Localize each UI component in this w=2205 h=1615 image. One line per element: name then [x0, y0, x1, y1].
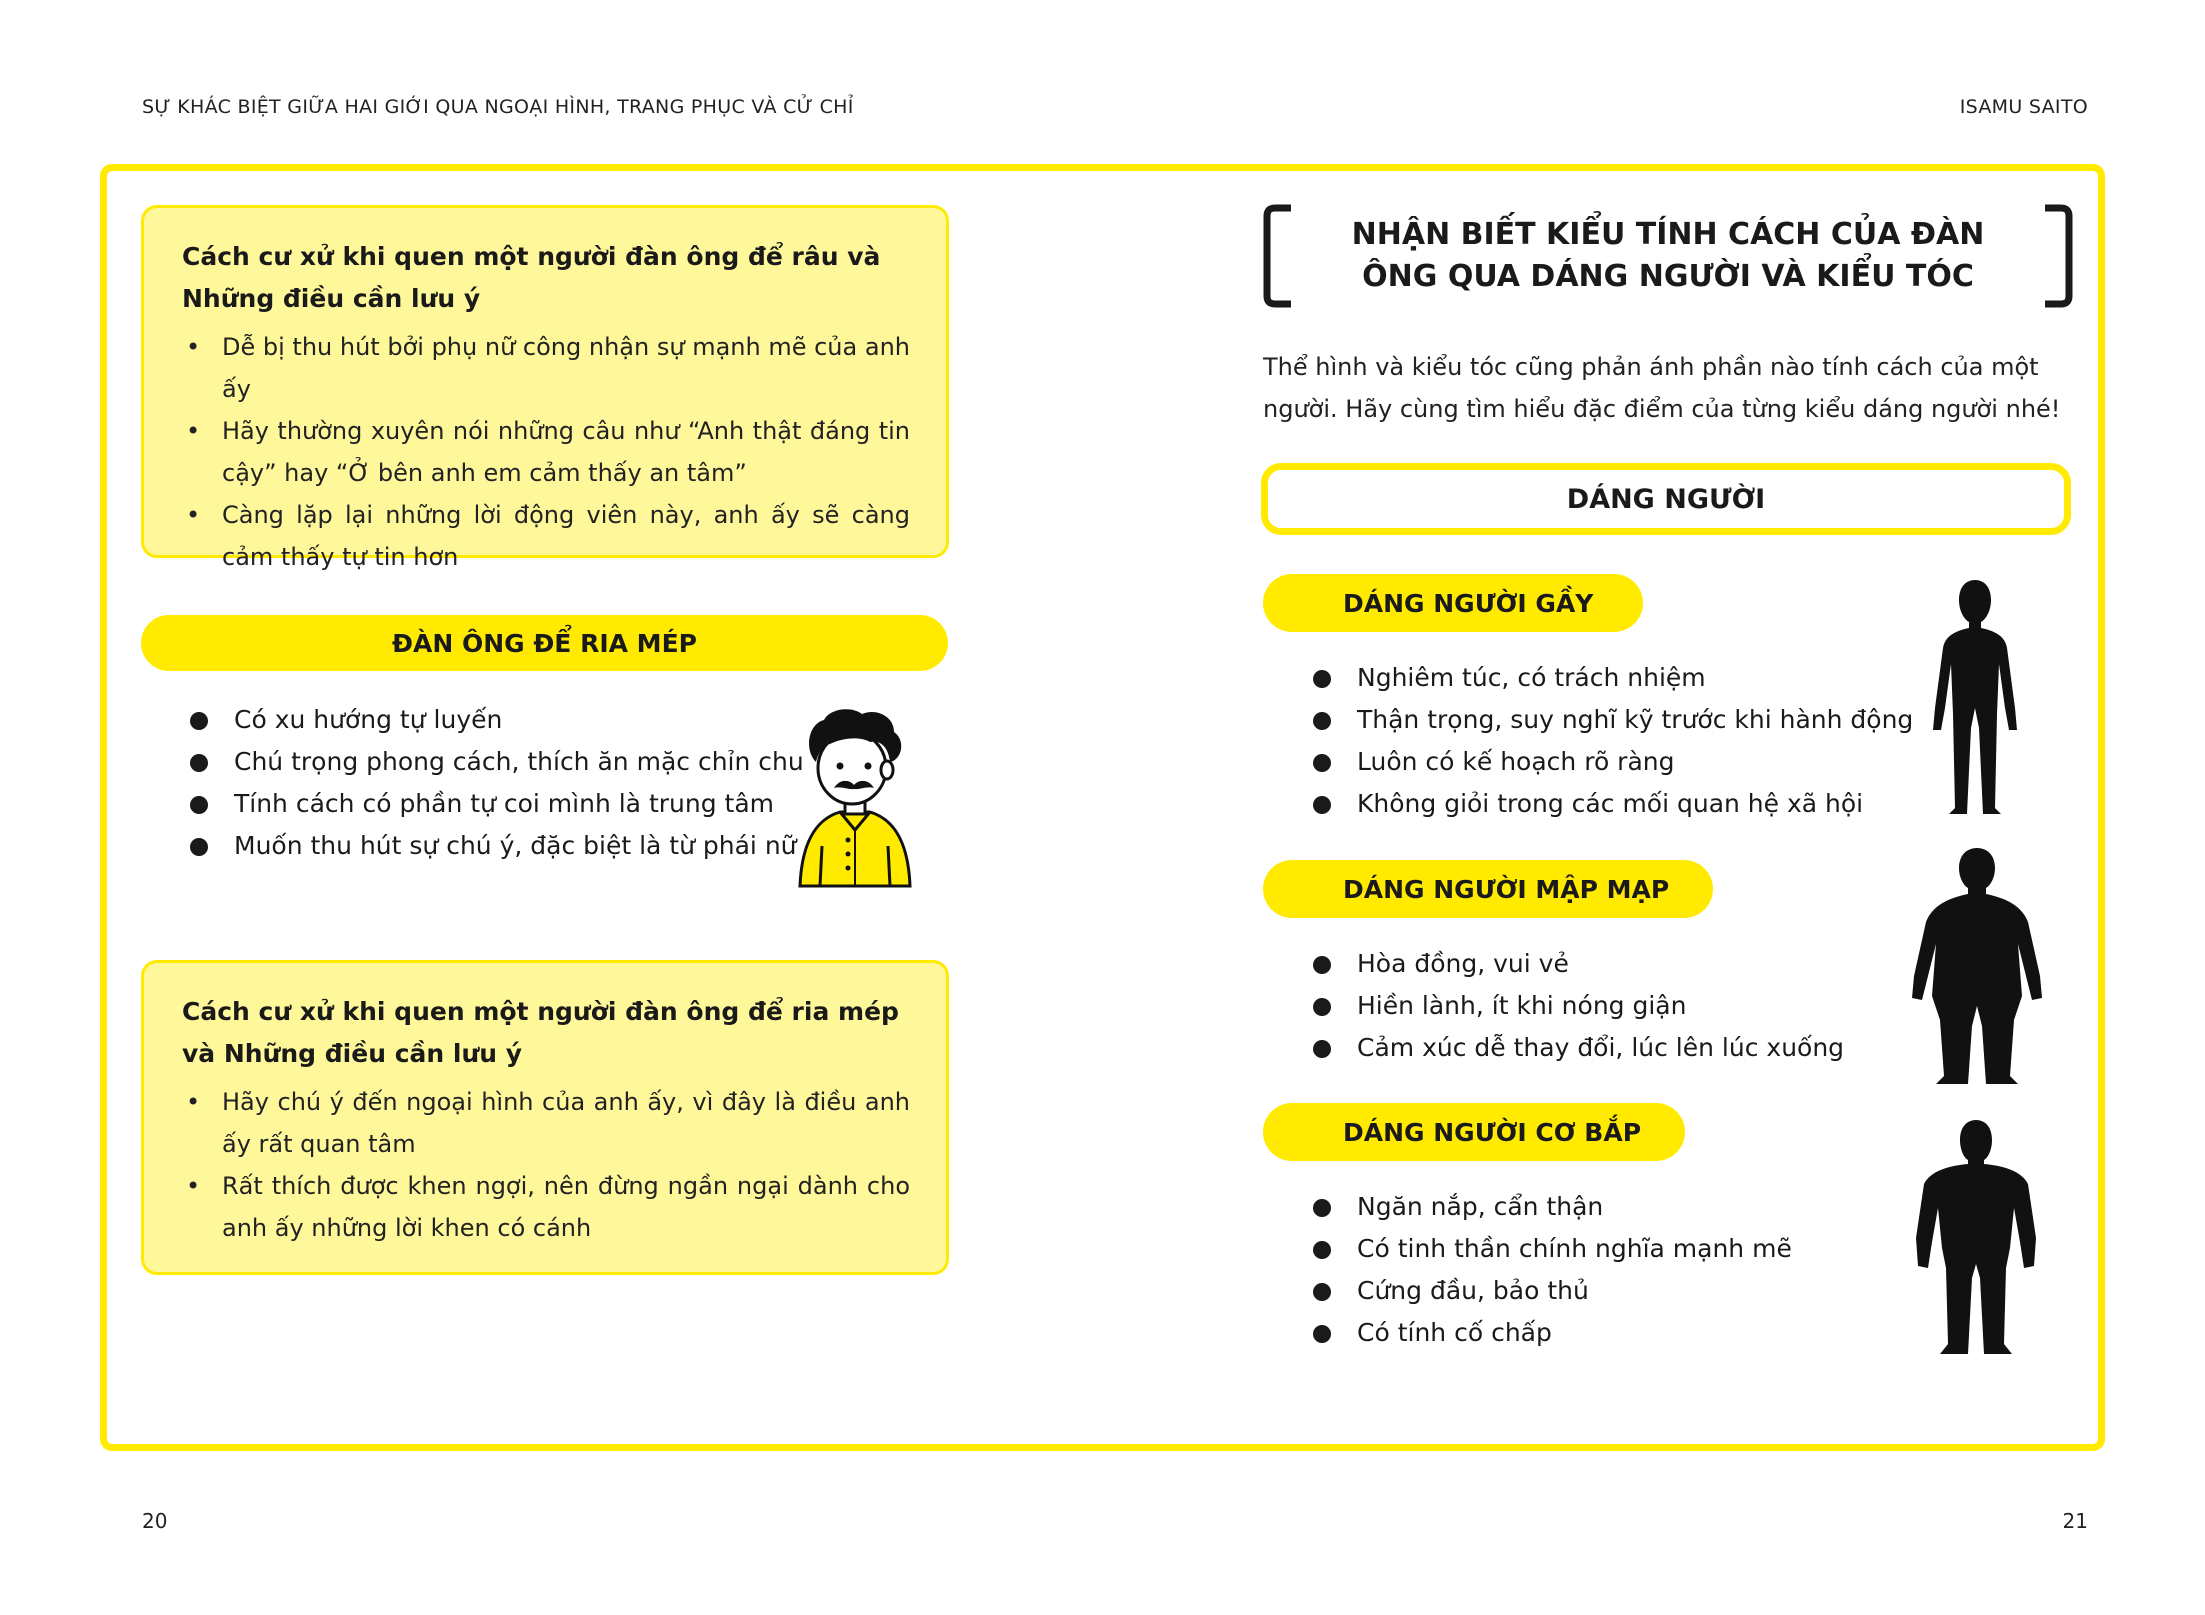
list-item: • Hãy chú ý đến ngoại hình của anh ấy, vì đây là điều anh ấy rất quan tâm: [182, 1081, 910, 1165]
beard-tips-box: [141, 205, 949, 571]
list-item: Tính cách có phần tự coi mình là trung tâm: [190, 783, 804, 825]
list-item: Nghiêm túc, có trách nhiệm: [1313, 657, 1913, 699]
chubby-body-silhouette: [1910, 846, 2045, 1086]
bullet-icon: [190, 712, 208, 730]
slim-body-silhouette: [1925, 578, 2025, 818]
list-item: Hòa đồng, vui vẻ: [1313, 943, 1844, 985]
mustache-man-illustration: [790, 706, 920, 888]
bullet-icon: [1313, 956, 1331, 974]
list-item: • Hãy thường xuyên nói những câu như “Anh thật đáng tin cậy” hay “Ở bên anh em cảm thấy an tâm”: [182, 410, 910, 494]
list-item: Luôn có kế hoạch rõ ràng: [1313, 741, 1913, 783]
chubby-traits-list: [1313, 943, 1844, 1069]
mustache-traits-list: [190, 699, 804, 867]
list-item: Có tính cố chấp: [1313, 1312, 1792, 1354]
bullet-icon: [190, 754, 208, 772]
list-item: Chú trọng phong cách, thích ăn mặc chỉn chu: [190, 741, 804, 783]
body-shape-heading: DÁNG NGƯỜI: [1261, 463, 2071, 535]
slim-traits-list: [1313, 657, 1913, 825]
bullet-icon: [1313, 670, 1331, 688]
bullet-icon: [190, 796, 208, 814]
bullet-icon: [1313, 712, 1331, 730]
beard-tips-list: [182, 326, 910, 578]
list-item: Thận trọng, suy nghĩ kỹ trước khi hành động: [1313, 699, 1913, 741]
list-item: Hiền lành, ít khi nóng giận: [1313, 985, 1844, 1027]
list-item: Không giỏi trong các mối quan hệ xã hội: [1313, 783, 1913, 825]
list-item: • Càng lặp lại những lời động viên này, anh ấy sẽ càng cảm thấy tự tin hơn: [182, 494, 910, 578]
mustache-tips-title: Cách cư xử khi quen một người đàn ông để ria mép và Những điều cần lưu ý: [182, 997, 899, 1068]
mustache-tips-box: [141, 960, 949, 1275]
list-item: Ngăn nắp, cẩn thận: [1313, 1186, 1792, 1228]
bullet-icon: [1313, 1199, 1331, 1217]
beard-tips-title: Cách cư xử khi quen một người đàn ông để râu và Những điều cần lưu ý: [182, 242, 881, 313]
muscular-label: DÁNG NGƯỜI CƠ BẮP: [1263, 1103, 1685, 1161]
bullet-icon: [1313, 1283, 1331, 1301]
mustache-tips-list: [182, 1081, 910, 1249]
right-bracket-icon: [2043, 204, 2073, 308]
intro-paragraph: Thể hình và kiểu tóc cũng phản ánh phần nào tính cách của một người. Hãy cùng tìm hiểu đặc điểm của từng kiểu dáng người nhé!: [1263, 353, 2061, 423]
bullet-icon: [1313, 1040, 1331, 1058]
mustache-heading: ĐÀN ÔNG ĐỂ RIA MÉP: [141, 615, 948, 671]
page-title: NHẬN BIẾT KIỂU TÍNH CÁCH CỦA ĐÀN ÔNG QUA DÁNG NGƯỜI VÀ KIỂU TÓC: [1351, 217, 1985, 294]
section-title: [1263, 204, 2073, 308]
running-header-title: SỰ KHÁC BIỆT GIỮA HAI GIỚI QUA NGOẠI HÌNH, TRANG PHỤC VÀ CỬ CHỈ: [142, 96, 854, 118]
bullet-icon: [190, 838, 208, 856]
page-number-right: 21: [2062, 1509, 2088, 1533]
list-item: Cứng đầu, bảo thủ: [1313, 1270, 1792, 1312]
bullet-icon: [1313, 1325, 1331, 1343]
running-header-author: ISAMU SAITO: [1959, 96, 2088, 118]
muscular-body-silhouette: [1914, 1118, 2039, 1358]
list-item: Muốn thu hút sự chú ý, đặc biệt là từ phái nữ: [190, 825, 804, 867]
list-item: • Dễ bị thu hút bởi phụ nữ công nhận sự mạnh mẽ của anh ấy: [182, 326, 910, 410]
bullet-icon: [1313, 1241, 1331, 1259]
list-item: Có tinh thần chính nghĩa mạnh mẽ: [1313, 1228, 1792, 1270]
page-number-left: 20: [142, 1509, 168, 1533]
chubby-label: DÁNG NGƯỜI MẬP MẠP: [1263, 860, 1713, 918]
bullet-icon: [1313, 796, 1331, 814]
slim-label: DÁNG NGƯỜI GẦY: [1263, 574, 1643, 632]
list-item: Cảm xúc dễ thay đổi, lúc lên lúc xuống: [1313, 1027, 1844, 1069]
left-bracket-icon: [1263, 204, 1293, 308]
list-item: Có xu hướng tự luyến: [190, 699, 804, 741]
muscular-traits-list: [1313, 1186, 1792, 1354]
list-item: • Rất thích được khen ngợi, nên đừng ngần ngại dành cho anh ấy những lời khen có cánh: [182, 1165, 910, 1249]
bullet-icon: [1313, 754, 1331, 772]
bullet-icon: [1313, 998, 1331, 1016]
